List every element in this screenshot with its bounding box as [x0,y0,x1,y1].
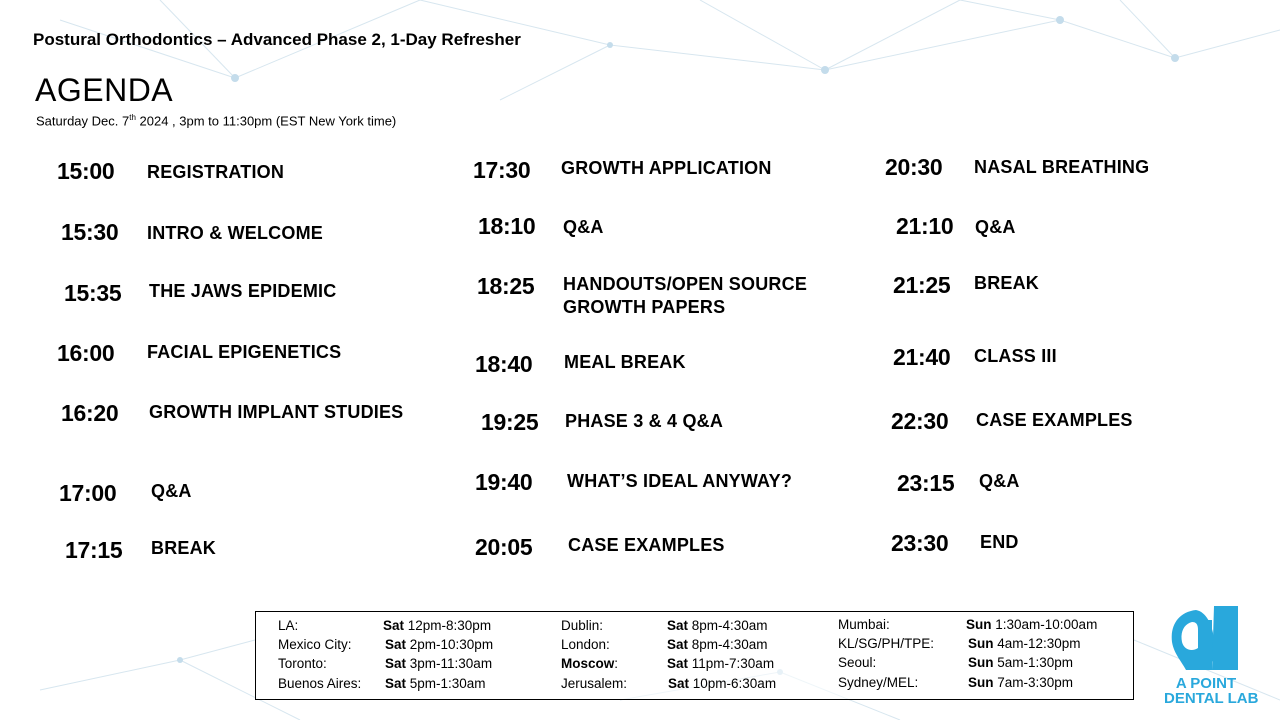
tz-time [968,675,1073,690]
tz-day: Sun [966,617,992,632]
agenda-time: 23:15 [897,470,955,496]
agenda-time: 18:10 [478,213,536,239]
agenda-item: WHAT’S IDEAL ANYWAY? [567,471,793,491]
tz-city: Sydney/MEL: [838,675,919,690]
date-prefix: Saturday Dec. 7 [36,113,130,129]
agenda-time: 19:40 [475,469,533,495]
agenda-item: GROWTH APPLICATION [561,158,772,178]
agenda-time: 15:35 [64,280,122,306]
agenda-time: 22:30 [891,408,949,434]
agenda-time: 21:10 [896,213,954,239]
agenda-date [36,113,396,128]
agenda-item: THE JAWS EPIDEMIC [149,281,337,301]
agenda-time: 17:00 [59,480,117,506]
tz-day: Sun [968,675,994,690]
agenda-time: 21:40 [893,344,951,370]
agenda-time: 17:30 [473,157,531,183]
tz-time [385,676,486,691]
agenda-item: Q&A [979,471,1020,491]
tz-city: LA: [278,618,299,633]
tz-city-colon: : [614,656,619,671]
logo-text [1164,675,1259,707]
tz-hours: 1:30am-10:00am [991,617,1098,632]
date-suffix: 2024 , 3pm to 11:30pm (EST New York time) [135,113,397,129]
agenda-item: FACIAL EPIGENETICS [147,342,342,362]
tz-time [385,637,493,652]
agenda-item: GROWTH IMPLANT STUDIES [149,402,404,422]
tz-hours: 8pm-4:30am [688,618,768,633]
tz-city: Jerusalem: [561,676,628,691]
agenda-item: CASE EXAMPLES [976,410,1133,430]
tz-hours: 5am-1:30pm [993,655,1074,670]
tz-city-name: Moscow [561,656,615,671]
tz-city: Toronto: [278,656,327,671]
agenda-item: Q&A [563,217,604,237]
tz-day: Sat [667,637,689,652]
agenda-item: CLASS III [974,346,1057,366]
tz-hours: 12pm-8:30pm [404,618,492,633]
tz-hours: 4am-12:30pm [993,636,1081,651]
tz-time [667,618,768,633]
tz-day: Sat [385,637,407,652]
agenda-time: 18:40 [475,351,533,377]
agenda-item: END [980,532,1019,552]
tz-hours: 5pm-1:30am [406,676,486,691]
tz-hours: 3pm-11:30am [406,656,493,671]
agenda-time: 15:00 [57,158,115,184]
agenda-item: PHASE 3 & 4 Q&A [565,411,724,431]
agenda-time: 19:25 [481,409,539,435]
tz-city: London: [561,637,610,652]
agenda-time: 21:25 [893,272,951,298]
tz-time [968,636,1081,651]
agenda-heading: AGENDA [35,72,174,108]
tz-city: KL/SG/PH/TPE: [838,636,935,651]
agenda-item: Q&A [975,217,1016,237]
a-point-logo [1164,604,1259,716]
tz-day: Sun [968,655,994,670]
timezone-table [255,611,1134,700]
tz-hours: 10pm-6:30am [689,676,777,691]
tz-day: Sat [383,618,405,633]
tz-day: Sat [385,656,407,671]
tz-city [561,656,618,671]
tz-time [667,656,774,671]
agenda-time: 16:20 [61,400,119,426]
tz-hours: 2pm-10:30pm [406,637,494,652]
agenda-time: 15:30 [61,219,119,245]
tz-hours: 8pm-4:30am [688,637,768,652]
tz-city: Buenos Aires: [278,676,362,691]
agenda-item: BREAK [974,273,1040,293]
tz-time [667,637,768,652]
tz-hours: 7am-3:30pm [993,675,1074,690]
tz-time [668,676,776,691]
tz-time [385,656,492,671]
tz-hours: 11pm-7:30am [688,656,775,671]
agenda-item: BREAK [151,538,217,558]
agenda-item: INTRO & WELCOME [147,223,323,243]
date-ordinal: th [129,113,136,122]
tz-time [383,618,491,633]
tz-time [968,655,1073,670]
tz-city: Mumbai: [838,617,890,632]
tz-city: Mexico City: [278,637,352,652]
agenda-item: REGISTRATION [147,162,285,182]
agenda-item-line: HANDOUTS/OPEN SOURCE [563,274,808,294]
tz-time [966,617,1097,632]
agenda-time: 20:30 [885,154,943,180]
tz-day: Sat [385,676,407,691]
agenda-item [563,273,807,319]
agenda-item: MEAL BREAK [564,352,686,372]
agenda-item: Q&A [151,481,192,501]
logo-text-line2: DENTAL LAB [1164,690,1259,707]
agenda-item: NASAL BREATHING [974,157,1150,177]
tz-day: Sat [667,618,689,633]
tz-day: Sat [668,676,690,691]
agenda-time: 18:25 [477,273,535,299]
tz-city: Seoul: [838,655,877,670]
agenda-time: 17:15 [65,537,123,563]
tz-city: Dublin: [561,618,604,633]
course-title: Postural Orthodontics – Advanced Phase 2, 1-Day Refresher [33,30,521,49]
head-icon [1164,604,1248,676]
tz-day: Sat [667,656,689,671]
agenda-time: 20:05 [475,534,533,560]
agenda-time: 16:00 [57,340,115,366]
logo-text-line1: A POINT [1175,675,1237,692]
tz-day: Sun [968,636,994,651]
agenda-time: 23:30 [891,530,949,556]
agenda-item-line: GROWTH PAPERS [563,297,726,317]
agenda-item: CASE EXAMPLES [568,535,725,555]
